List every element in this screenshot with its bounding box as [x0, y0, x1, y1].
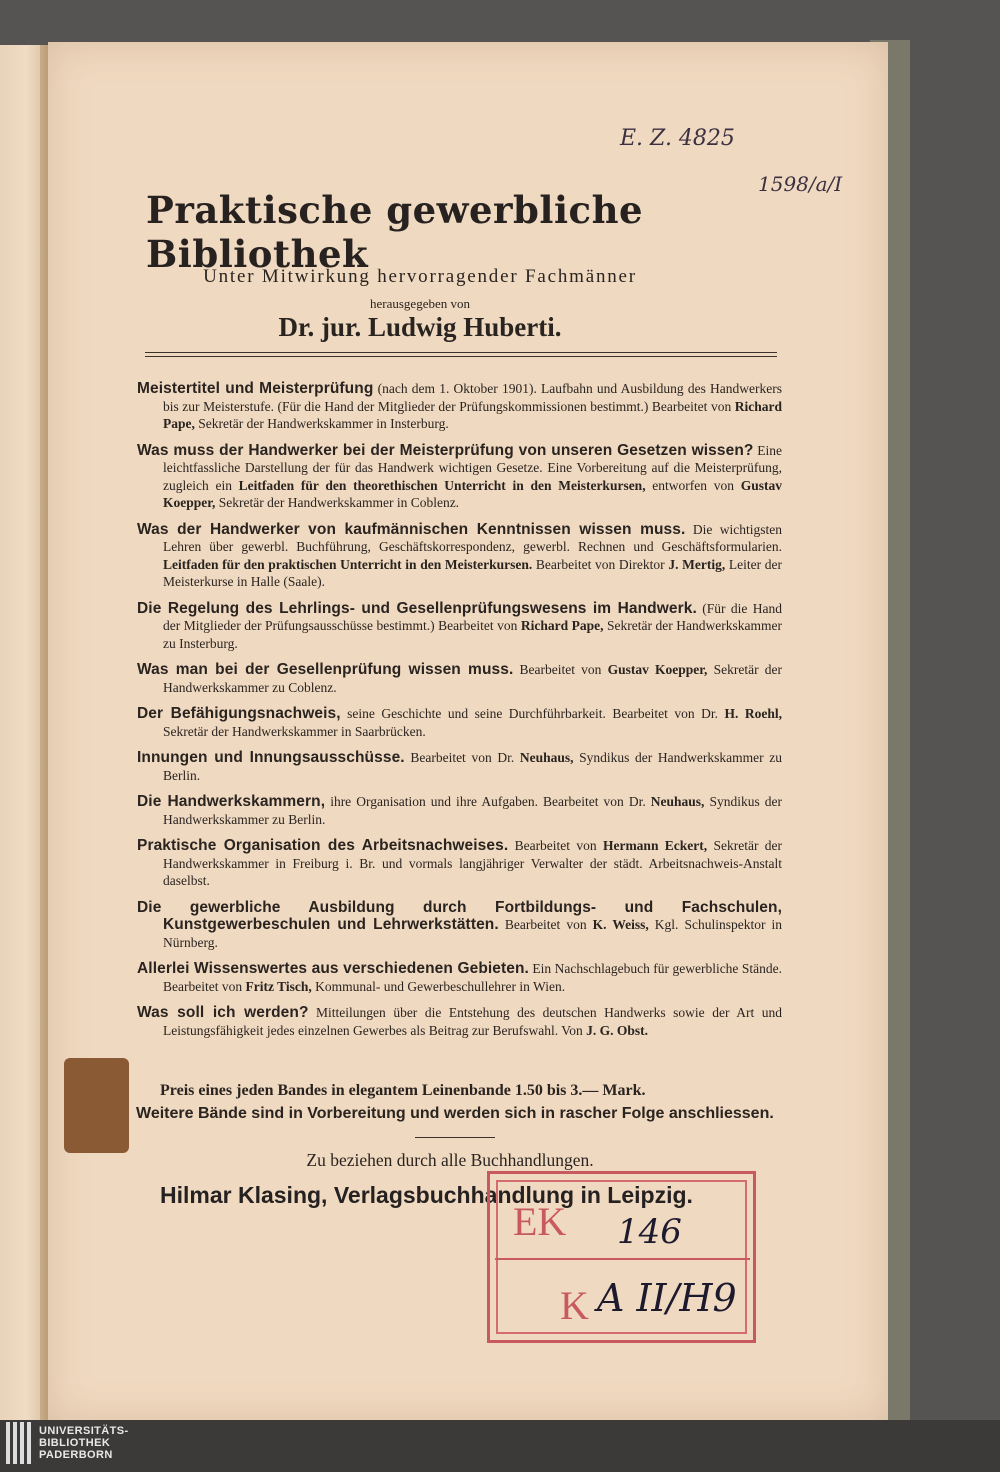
entry-author: Leitfaden für den praktischen Unterricht in den Meisterkursen. [163, 556, 533, 572]
entry-text: ihre Organisation und ihre Aufgaben. Bearbeitet von Dr. [325, 794, 651, 809]
book-entry [137, 793, 782, 828]
book-entry [137, 521, 782, 591]
entry-title: Meistertitel und Meisterprüfung [137, 380, 374, 397]
entry-text: Mitteilungen über die Entstehung des deutschen Handwerks sowie der Art und Leistungsfähigkeit jedes einzelnen Gewerbes als Beitrag zur Berufswahl. Von [163, 1005, 783, 1038]
entry-author: Fritz Tisch, [245, 978, 312, 994]
handwritten-signature-shelfmark: 1598/a/I [758, 172, 843, 196]
viewer-footer-bar [0, 1420, 1000, 1472]
book-entry [137, 705, 782, 740]
book-entry [137, 442, 782, 512]
title-divider-top [145, 352, 777, 353]
entry-title: Die Regelung des Lehrlings- und Gesellenprüfungswesens im Handwerk. [137, 599, 697, 617]
entry-author: K. Weiss, [592, 917, 649, 932]
stamp-divider [495, 1258, 750, 1260]
page-title: Praktische gewerbliche Bibliothek [146, 188, 644, 276]
entry-text: Eine leichtfassliche Darstellung der für das Handwerk wichtigen Gesetze. Eine Vorbereitung auf die Meisterprüfung, zugleich ein [163, 442, 782, 493]
stamp-ek-label: EK [513, 1199, 567, 1244]
entry-text: Sekretär der Handwerkskammer in Freiburg i. Br. und vormals langjähriger Verwalter der städt. Arbeitsnachweis-Anstalt daselbst. [163, 838, 783, 888]
entry-text: Kommunal- und Gewerbeschullehrer in Wien. [311, 978, 566, 994]
subtitle: Unter Mitwirkung hervorragender Fachmänner [203, 266, 637, 287]
entry-text: Leiter der Meisterkurse in Halle (Saale). [163, 556, 782, 589]
torn-label-patch [64, 1058, 129, 1153]
entry-text: Ein Nachschlagebuch für gewerbliche Stände. Bearbeitet von [163, 961, 782, 994]
book-entry [137, 960, 782, 995]
entry-title: Was der Handwerker von kaufmännischen Kenntnissen wissen muss. [137, 520, 686, 538]
book-entry [137, 1004, 782, 1039]
entry-text: Sekretär der Handwerkskammer in Saarbrücken. [163, 723, 426, 739]
entry-title: Der Befähigungsnachweis, [137, 705, 341, 722]
entry-text: Sekretär der Handwerkskammer in Coblenz. [215, 495, 460, 510]
book-entry [137, 661, 782, 696]
availability-note: Zu beziehen durch alle Buchhandlungen. [306, 1150, 594, 1170]
book-list [137, 380, 782, 1048]
entry-text: (nach dem 1. Oktober 1901). Laufbahn und Ausbildung des Handwerkers bis zur Meisterstufe. (Für die Hand der Mitglieder der Prüfungskommissionen bestimmt.) Bearbeitet von [163, 381, 782, 414]
entry-author: Richard Pape, [163, 398, 782, 431]
stamp-k-number: A II/H9 [597, 1276, 737, 1320]
stamp-k-label: K [560, 1283, 589, 1328]
book-entry [137, 600, 782, 653]
entry-title: Was muss der Handwerker bei der Meisterprüfung von unseren Gesetzen wissen? [137, 441, 754, 459]
entry-author: Gustav Koepper, [607, 662, 708, 677]
entry-author: J. Mertig, [668, 556, 726, 572]
entry-author: J. G. Obst. [586, 1022, 649, 1038]
entry-text: entworfen von [645, 477, 741, 493]
handwritten-signature-top: E. Z. 4825 [620, 126, 735, 151]
title-divider-bottom [145, 356, 777, 357]
entry-author: Richard Pape, [520, 618, 604, 633]
entry-author: H. Roehl, [724, 706, 782, 721]
entry-title: Die Handwerkskammern, [137, 793, 326, 810]
logo-bars-icon [6, 1422, 31, 1464]
further-volumes-note: Weitere Bände sind in Vorbereitung und werden sich in rascher Folge anschliessen. [136, 1105, 774, 1122]
entry-author: Hermann Eckert, [602, 838, 708, 853]
entry-text: Bearbeitet von [513, 662, 608, 677]
book-entry [137, 899, 782, 952]
entry-title: Die gewerbliche Ausbildung durch Fortbildungs- und Fachschulen, Kunstgewerbeschulen und Lehrwerkstätten. [137, 898, 782, 933]
entry-text: Bearbeitet von [498, 917, 593, 932]
logo-text: UNIVERSITÄTS- BIBLIOTHEK PADERBORN [39, 1425, 129, 1461]
entry-text: seine Geschichte und seine Durchführbarkeit. Bearbeitet von Dr. [340, 706, 725, 721]
entry-text: Sekretär der Handwerkskammer zu Insterburg. [163, 618, 782, 651]
entry-text: Syndikus der Handwerkskammer zu Berlin. [163, 794, 783, 827]
entry-text: Die wichtigsten Lehren über gewerbl. Buchführung, Geschäftskorrespondenz, gewerbl. Rechnen und Geschäftsformularien. [163, 521, 782, 554]
entry-title: Innungen und Innungsausschüsse. [137, 749, 405, 766]
entry-title: Allerlei Wissenswertes aus verschiedenen Gebieten. [137, 960, 529, 977]
publisher-line: Hilmar Klasing, Verlagsbuchhandlung in Leipzig. [160, 1182, 693, 1208]
entry-author: Neuhaus, [650, 794, 705, 809]
entry-text: Bearbeitet von Direktor [532, 556, 669, 572]
footer-divider [415, 1137, 495, 1138]
book-entry [137, 749, 782, 784]
book-entry [137, 380, 782, 433]
edited-by-line: herausgegeben von [370, 296, 470, 311]
entry-text: (Für die Hand der Mitglieder der Prüfungsausschüsse bestimmt.) Bearbeitet von [163, 600, 782, 633]
entry-text: Bearbeitet von Dr. [404, 750, 520, 765]
book-entry [137, 837, 782, 890]
library-logo[interactable] [6, 1422, 129, 1464]
entry-title: Was soll ich werden? [137, 1004, 309, 1021]
entry-author: Gustav Koepper, [163, 477, 782, 510]
entry-title: Praktische Organisation des Arbeitsnachweises. [137, 837, 509, 854]
entry-text: Kgl. Schulinspektor in Nürnberg. [163, 917, 782, 950]
entry-text: Bearbeitet von [508, 838, 603, 853]
price-note: Preis eines jeden Bandes in elegantem Leinenbande 1.50 bis 3.— Mark. [160, 1082, 646, 1099]
entry-title: Was man bei der Gesellenprüfung wissen muss. [137, 661, 514, 678]
entry-author: Neuhaus, [519, 750, 574, 765]
editor-name: Dr. jur. Ludwig Huberti. [278, 312, 562, 342]
entry-text: Syndikus der Handwerkskammer zu Berlin. [163, 750, 782, 783]
entry-author: Leitfaden für den theorethischen Unterricht in den Meisterkursen, [238, 477, 646, 493]
entry-text: Sekretär der Handwerkskammer zu Coblenz. [163, 662, 782, 695]
entry-text: Sekretär der Handwerkskammer in Insterburg. [194, 416, 449, 431]
stamp-ek-number: 146 [617, 1212, 682, 1252]
